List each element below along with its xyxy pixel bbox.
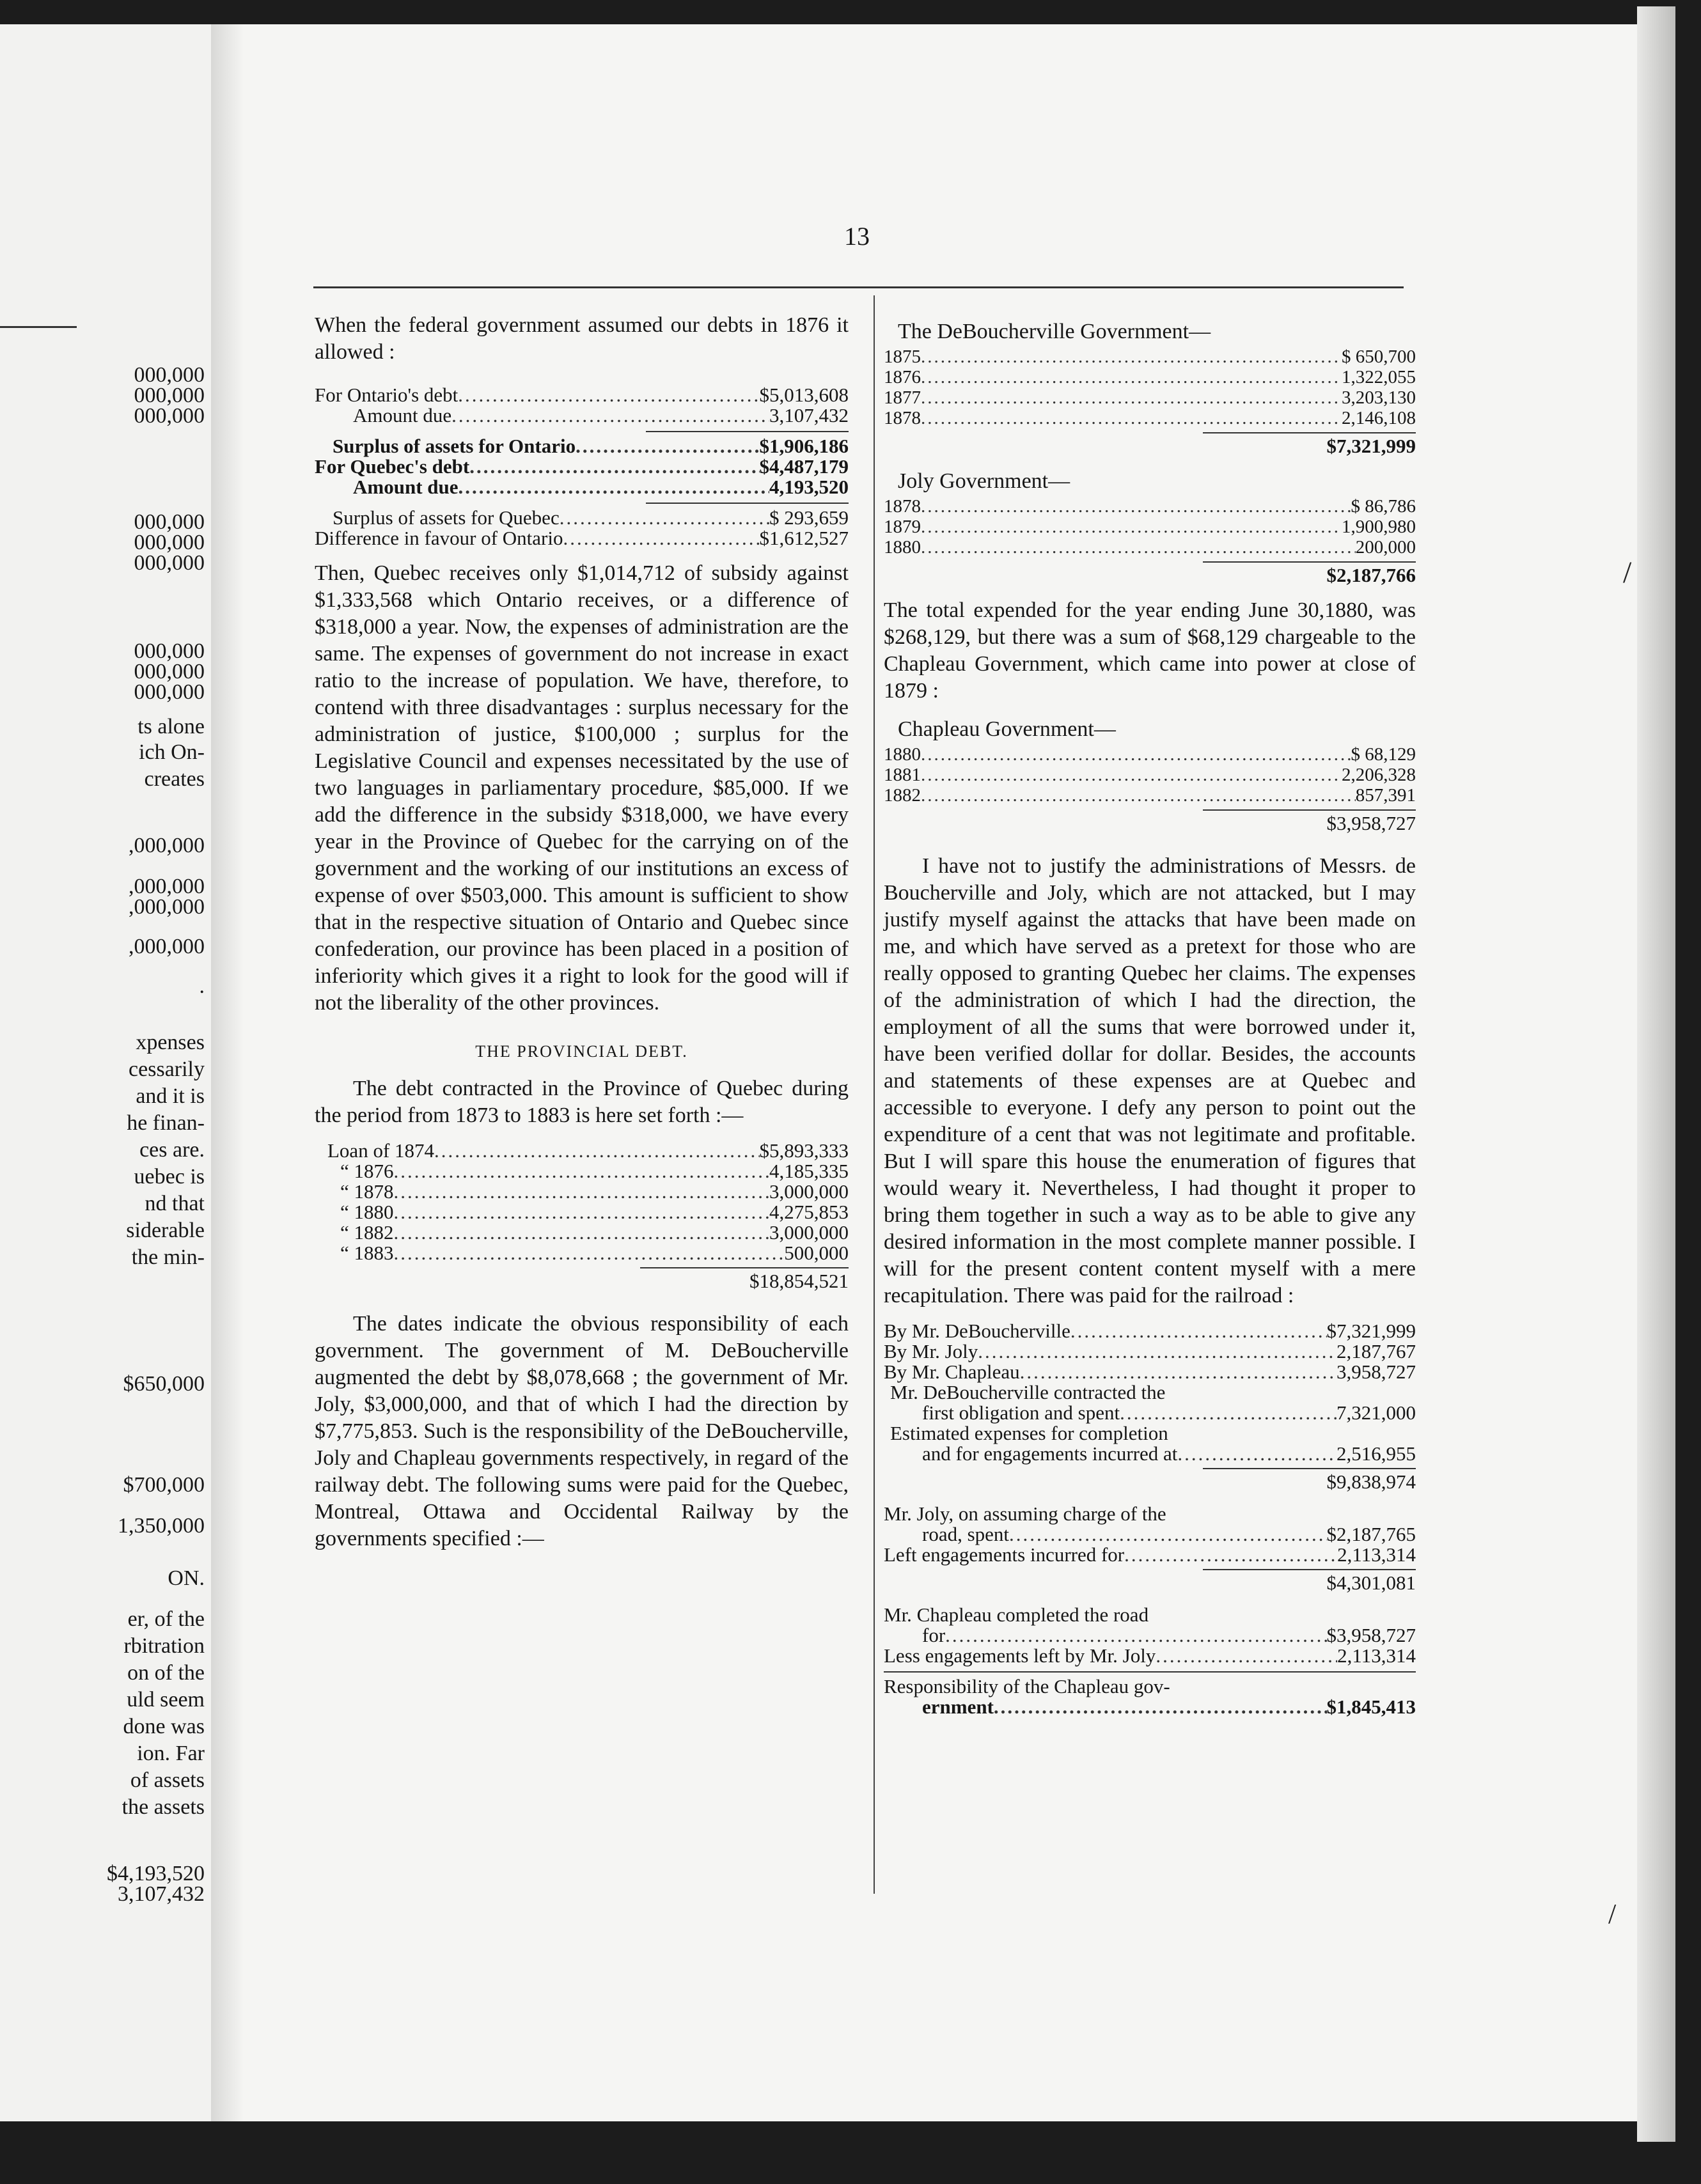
quebec-debt-row-amount: 4,193,520 bbox=[769, 476, 849, 498]
previous-page-line: ON. bbox=[168, 1566, 205, 1590]
document-page bbox=[243, 24, 1637, 2121]
subtotal-1: $9,838,974 bbox=[1203, 1468, 1416, 1492]
header-rule bbox=[313, 286, 1404, 288]
joly-row-amount: 200,000 bbox=[1355, 537, 1416, 558]
loan-row-amount: $5,893,333 bbox=[759, 1139, 849, 1162]
loan-row-label: “ 1876 bbox=[340, 1160, 394, 1182]
previous-page-line: creates bbox=[144, 767, 205, 791]
previous-page-line: uebec is bbox=[134, 1165, 205, 1189]
deboucherville-row-amount: 1,322,055 bbox=[1342, 367, 1416, 387]
previous-page-line: 000,000 bbox=[134, 404, 205, 428]
joly-row bbox=[884, 496, 1416, 517]
deboucherville-row-label: 1878 bbox=[884, 408, 921, 428]
difference-row: Difference in favour of Ontario ..... $1,612,527 bbox=[315, 528, 849, 549]
chapleau-row bbox=[884, 765, 1416, 785]
previous-page-rule bbox=[0, 326, 77, 328]
loan-row-label: “ 1883 bbox=[340, 1242, 394, 1264]
estimated-line-1: Estimated expenses for completion bbox=[890, 1422, 1168, 1444]
paid-row-label: By Mr. Joly bbox=[884, 1340, 978, 1362]
joly-row bbox=[884, 537, 1416, 558]
allowance-row-label: Amount due bbox=[353, 404, 452, 426]
joly-row-amount: $ 86,786 bbox=[1351, 496, 1416, 517]
left-column bbox=[315, 312, 849, 1552]
loan-row bbox=[327, 1202, 849, 1222]
previous-page-line: 000,000 bbox=[134, 551, 205, 575]
previous-page-line: xpenses bbox=[136, 1031, 205, 1054]
allowance-row bbox=[315, 385, 849, 405]
deboucherville-table bbox=[884, 347, 1416, 456]
paid-row-amount: $7,321,999 bbox=[1326, 1320, 1416, 1342]
intro-paragraph: When the federal government assumed our debts in 1876 it allowed : bbox=[315, 313, 849, 364]
contracted-line-2: first obligation and spent ..... 7,321,000 bbox=[884, 1403, 1416, 1423]
total-expended-paragraph: The total expended for the year ending June 30,1880, was $268,129, but there was a sum of $68,129 chargeable to the Chapleau Government, which came into power at close of 1879 : bbox=[884, 598, 1416, 703]
margin-mark: / bbox=[1623, 556, 1632, 589]
responsibility-line-2: ernment ..... $1,845,413 bbox=[884, 1697, 1416, 1717]
debt-intro-paragraph: The debt contracted in the Province of Quebec during the period from 1873 to 1883 is here set forth :— bbox=[315, 1077, 849, 1127]
previous-page-line: 000,000 bbox=[134, 639, 205, 663]
quebec-debt-row bbox=[315, 456, 849, 477]
previous-page-line: 000,000 bbox=[134, 363, 205, 387]
loan-row bbox=[327, 1141, 849, 1161]
chapleau-title: Chapleau Government— bbox=[898, 717, 1116, 741]
railroad-recap-table bbox=[884, 1321, 1416, 1717]
joly-total: $2,187,766 bbox=[1203, 561, 1416, 586]
paid-row-amount: 2,187,767 bbox=[1336, 1340, 1416, 1362]
previous-page-fragment bbox=[0, 24, 211, 2121]
previous-page-line: ich On- bbox=[139, 740, 205, 764]
contracted-line-1: Mr. DeBoucherville contracted the bbox=[890, 1381, 1166, 1403]
right-column bbox=[884, 318, 1416, 1717]
justification-paragraph: I have not to justify the administrations of Messrs. de Boucherville and Joly, which are not attacked, but I may justify myself against the attacks that have been made on me, and which have served as a pretext for those who are really opposed to granting Quebec her claims. The expenses of the administration of which I had the direction, the employment of all the sums that were borrowed under it, have been verified dollar for dollar. Besides, the accounts and statements of these expenses are at Quebec and accessible to everyone. I defy any person to point out the expenditure of a cent that was not legitimate and profitable. But I will spare this house the enumeration of figures that would weary it. Nevertheless, I had thought it proper to bring them together in such a way as to be able to give any desired information in the most complete manner possible. I will for the present content content myself with a mere recapitulation. There was paid for the railroad : bbox=[884, 854, 1416, 1307]
previous-page-line: done was bbox=[123, 1715, 205, 1738]
chapleau-table bbox=[884, 744, 1416, 834]
loan-row-amount: 3,000,000 bbox=[769, 1180, 849, 1203]
joly-row-label: 1878 bbox=[884, 496, 921, 517]
deboucherville-row-amount: $ 650,700 bbox=[1342, 347, 1416, 367]
deboucherville-total: $7,321,999 bbox=[1203, 432, 1416, 456]
quebec-debt-row-label: Amount due bbox=[353, 476, 459, 498]
loans-total: $18,854,521 bbox=[640, 1267, 849, 1291]
loan-row bbox=[327, 1243, 849, 1263]
previous-page-line: er, of the bbox=[127, 1607, 205, 1631]
chapleau-row-amount: 857,391 bbox=[1355, 785, 1416, 806]
paid-row-label: By Mr. Chapleau bbox=[884, 1361, 1020, 1383]
previous-page-line: 000,000 bbox=[134, 660, 205, 683]
previous-page-line: 000,000 bbox=[134, 531, 205, 554]
loan-row-amount: 500,000 bbox=[784, 1242, 849, 1264]
surplus-quebec-row: Surplus of assets for Quebec ..... $ 293,659 bbox=[315, 508, 849, 528]
chapleau-row-label: 1882 bbox=[884, 785, 921, 806]
chapleau-row bbox=[884, 744, 1416, 765]
previous-page-line: cessarily bbox=[129, 1057, 205, 1081]
previous-page-line: ,000,000 bbox=[129, 895, 205, 919]
paid-row bbox=[884, 1362, 1416, 1382]
paid-row-label: By Mr. DeBoucherville bbox=[884, 1320, 1070, 1342]
previous-page-line: he finan- bbox=[127, 1111, 205, 1135]
deboucherville-row bbox=[884, 367, 1416, 387]
loan-row-label: Loan of 1874 bbox=[327, 1139, 435, 1162]
joly-title: Joly Government— bbox=[898, 469, 1070, 493]
previous-page-line: ion. Far bbox=[137, 1742, 205, 1765]
quebec-debt-row bbox=[315, 477, 849, 497]
chapleau-row-label: 1881 bbox=[884, 765, 921, 785]
loans-table bbox=[315, 1141, 849, 1291]
loan-row-amount: 3,000,000 bbox=[769, 1221, 849, 1244]
previous-page-line: rbitration bbox=[123, 1634, 205, 1658]
responsibility-line-1: Responsibility of the Chapleau gov- bbox=[884, 1675, 1170, 1697]
previous-page-line: ,000,000 bbox=[129, 834, 205, 857]
previous-page-line: of assets bbox=[130, 1768, 205, 1792]
quebec-debt-row-label: For Quebec's debt bbox=[315, 455, 470, 478]
joly-row-amount: 1,900,980 bbox=[1342, 517, 1416, 537]
previous-page-line: the min- bbox=[131, 1245, 205, 1269]
subsidy-paragraph: Then, Quebec receives only $1,014,712 of subsidy against $1,333,568 which Ontario receives, or a difference of $318,000 a year. Now, the expenses of administration are the same. The expenses of government do not increase in exact ratio to the increase of population. We have, therefore, to contend with three disadvantages : surplus necessary for the administration of justice, $100,000 ; surplus for the Legislative Council and expenses necessitated by the use of two languages in parliamentary procedure, $85,000. If we add the difference in the subsidy $318,000, we have every year in the Province of Quebec for the carrying on of the government and the working of our institutions an excess of expense of over $503,000. This amount is sufficient to show that in the respective situation of Ontario and Quebec since confederation, our province has been placed in a position of inferiority which gives it a right to look for the good will if not the liberality of the other provinces. bbox=[315, 561, 849, 1015]
loan-row-amount: 4,275,853 bbox=[769, 1201, 849, 1223]
previous-page-line: $4,193,520 bbox=[107, 1862, 205, 1885]
previous-page-line: uld seem bbox=[127, 1688, 205, 1712]
loan-row bbox=[327, 1222, 849, 1243]
deboucherville-row-amount: 2,146,108 bbox=[1342, 408, 1416, 428]
ontario-allowance-table bbox=[315, 385, 849, 549]
previous-page-line: 000,000 bbox=[134, 384, 205, 407]
chapleau-line-2: for ..... $3,958,727 bbox=[884, 1625, 1416, 1646]
loan-row bbox=[327, 1182, 849, 1202]
deboucherville-row bbox=[884, 347, 1416, 367]
previous-page-line: ts alone bbox=[137, 715, 205, 738]
joly-row bbox=[884, 517, 1416, 537]
deboucherville-row-label: 1875 bbox=[884, 347, 921, 367]
subtotal-2: $4,301,081 bbox=[1203, 1569, 1416, 1593]
previous-page-line: $650,000 bbox=[123, 1372, 205, 1396]
deboucherville-row-label: 1876 bbox=[884, 367, 921, 387]
previous-page-line: siderable bbox=[126, 1219, 205, 1242]
deboucherville-row bbox=[884, 387, 1416, 408]
previous-page-line: ces are. bbox=[139, 1138, 205, 1162]
loan-row-label: “ 1882 bbox=[340, 1221, 394, 1244]
margin-mark: / bbox=[1608, 1898, 1617, 1930]
previous-page-line: 3,107,432 bbox=[118, 1882, 205, 1906]
joly-line-2: road, spent ..... $2,187,765 bbox=[884, 1524, 1416, 1545]
joly-row-label: 1880 bbox=[884, 537, 921, 558]
book-gutter bbox=[211, 24, 243, 2121]
previous-page-line: ,000,000 bbox=[129, 935, 205, 958]
chapleau-row-amount: $ 68,129 bbox=[1351, 744, 1416, 765]
previous-page-line: . bbox=[199, 974, 205, 998]
deboucherville-row bbox=[884, 408, 1416, 428]
loan-row-label: “ 1878 bbox=[340, 1180, 394, 1203]
deboucherville-row-label: 1877 bbox=[884, 387, 921, 408]
joly-line-1: Mr. Joly, on assuming charge of the bbox=[884, 1502, 1166, 1525]
chapleau-total: $3,958,727 bbox=[1203, 809, 1416, 834]
joly-row-label: 1879 bbox=[884, 517, 921, 537]
loan-row-label: “ 1880 bbox=[340, 1201, 394, 1223]
column-divider bbox=[874, 295, 875, 1894]
chapleau-row bbox=[884, 785, 1416, 806]
previous-page-line: 000,000 bbox=[134, 510, 205, 534]
chapleau-row-label: 1880 bbox=[884, 744, 921, 765]
surplus-ontario-row: Surplus of assets for Ontario ..... $1,906,186 bbox=[315, 436, 849, 456]
previous-page-line: on of the bbox=[127, 1661, 205, 1685]
paid-row bbox=[884, 1341, 1416, 1362]
quebec-debt-row-amount: $4,487,179 bbox=[759, 455, 849, 478]
responsibility-paragraph: The dates indicate the obvious responsibility of each government. The government of M. DeBoucherville augmented the debt by $8,078,668 ; the government of Mr. Joly, $3,000,000, and that of which I had the direction by $7,775,853. Such is the responsibility of the DeBoucherville, Joly and Chapleau governments respectively, in regard of the railway debt. The following sums were paid for the Quebec, Montreal, Ottawa and Occidental Railway by the governments specified :— bbox=[315, 1312, 849, 1550]
allowance-row bbox=[315, 405, 849, 426]
loan-row-amount: 4,185,335 bbox=[769, 1160, 849, 1182]
chapleau-line-1: Mr. Chapleau completed the road bbox=[884, 1603, 1149, 1626]
less-engagements-row: Less engagements left by Mr. Joly ..... 2,113,314 bbox=[884, 1646, 1416, 1666]
previous-page-line: the assets bbox=[122, 1795, 205, 1819]
previous-page-line: $700,000 bbox=[123, 1473, 205, 1497]
joly-table bbox=[884, 496, 1416, 586]
left-engagements-row: Left engagements incurred for ..... 2,113,314 bbox=[884, 1545, 1416, 1565]
page-number: 13 bbox=[844, 222, 870, 251]
allowance-row-label: For Ontario's debt bbox=[315, 384, 459, 406]
previous-page-line: 000,000 bbox=[134, 680, 205, 704]
previous-page-line: 1,350,000 bbox=[118, 1514, 205, 1538]
estimated-line-2: and for engagements incurred at ..... 2,516,955 bbox=[884, 1444, 1416, 1464]
previous-page-line: nd that bbox=[145, 1192, 205, 1215]
section-heading: THE PROVINCIAL DEBT. bbox=[475, 1042, 688, 1061]
previous-page-line: ,000,000 bbox=[129, 875, 205, 898]
allowance-row-amount: $5,013,608 bbox=[759, 384, 849, 406]
deboucherville-row-amount: 3,203,130 bbox=[1342, 387, 1416, 408]
deboucherville-title: The DeBoucherville Government— bbox=[898, 320, 1211, 343]
chapleau-row-amount: 2,206,328 bbox=[1342, 765, 1416, 785]
previous-page-line: and it is bbox=[136, 1084, 205, 1108]
paid-row-amount: 3,958,727 bbox=[1336, 1361, 1416, 1383]
allowance-row-amount: 3,107,432 bbox=[769, 404, 849, 426]
paid-row bbox=[884, 1321, 1416, 1341]
page-edge bbox=[1637, 6, 1675, 2142]
loan-row bbox=[327, 1161, 849, 1182]
